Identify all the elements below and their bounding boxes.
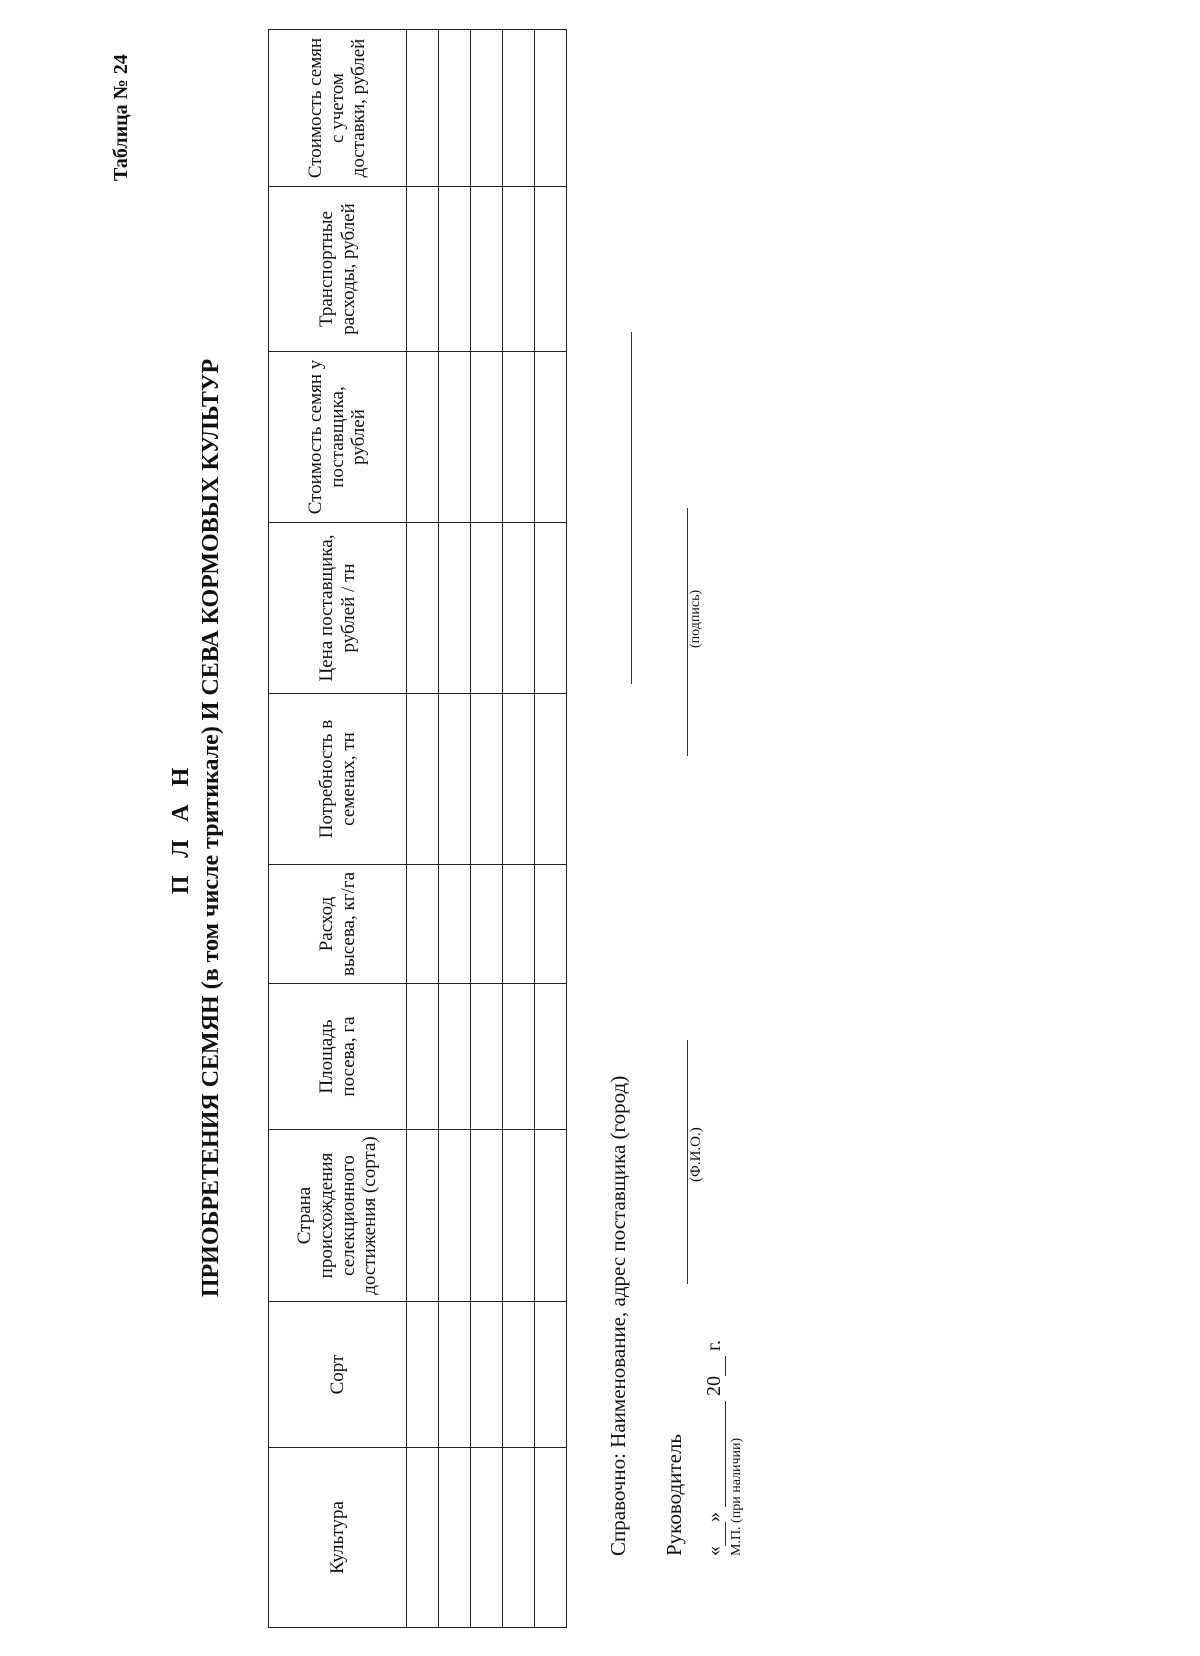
table-body bbox=[407, 30, 567, 1628]
reference-note: Справочно: Наименование, адрес поставщика (город) bbox=[606, 1075, 630, 1556]
table-row bbox=[407, 30, 439, 1628]
month-field[interactable] bbox=[705, 1401, 726, 1507]
table-cell[interactable] bbox=[503, 352, 535, 523]
date-open-quote: « bbox=[703, 1546, 725, 1556]
year-field[interactable] bbox=[705, 1356, 726, 1376]
stamp-label: М.П. (при наличии) bbox=[729, 1437, 744, 1556]
header-country-of-origin: Страна происхождения селекционного достижения (сорта) bbox=[269, 1130, 407, 1302]
manager-label: Руководитель bbox=[662, 1434, 686, 1556]
document-subtitle: ПРИОБРЕТЕНИЯ СЕМЯН (в том числе тритикале) И СЕВА КОРМОВЫХ КУЛЬТУР bbox=[198, 358, 224, 1298]
table-cell[interactable] bbox=[439, 1448, 471, 1628]
signature-caption: (подпись) bbox=[688, 589, 703, 648]
table-row bbox=[535, 30, 567, 1628]
header-sowing-area: Площадь посева, га bbox=[269, 984, 407, 1130]
table-number: Таблица № 24 bbox=[110, 54, 132, 181]
table-cell[interactable] bbox=[439, 30, 471, 187]
table-cell[interactable] bbox=[407, 984, 439, 1130]
table-cell[interactable] bbox=[439, 865, 471, 984]
table-cell[interactable] bbox=[471, 352, 503, 523]
table-row bbox=[503, 30, 535, 1628]
header-seed-requirement: Потребность в семенах, тн bbox=[269, 694, 407, 865]
header-culture: Культура bbox=[269, 1448, 407, 1628]
table-cell[interactable] bbox=[471, 1302, 503, 1448]
table-cell[interactable] bbox=[535, 523, 567, 694]
table-cell[interactable] bbox=[535, 187, 567, 352]
header-supplier-price: Цена поставщика, рублей / тн bbox=[269, 523, 407, 694]
table-cell[interactable] bbox=[503, 865, 535, 984]
table-cell[interactable] bbox=[503, 1130, 535, 1302]
table-cell[interactable] bbox=[471, 694, 503, 865]
header-cost-with-delivery: Стоимость семян с учетом доставки, рублей bbox=[269, 30, 407, 187]
fio-caption: (Ф.И.О.) bbox=[688, 1127, 704, 1182]
document-title: П Л А Н bbox=[168, 761, 194, 895]
plan-table bbox=[268, 29, 567, 1628]
table-cell[interactable] bbox=[439, 523, 471, 694]
table-cell[interactable] bbox=[471, 984, 503, 1130]
header-transport-costs: Транспортные расходы, рублей bbox=[269, 187, 407, 352]
date-century: 20 bbox=[703, 1376, 725, 1396]
header-seeding-rate: Расход высева, кг/га bbox=[269, 865, 407, 984]
table-cell[interactable] bbox=[503, 984, 535, 1130]
table-cell[interactable] bbox=[535, 352, 567, 523]
table-cell[interactable] bbox=[407, 1302, 439, 1448]
table-cell[interactable] bbox=[439, 1302, 471, 1448]
header-row bbox=[269, 30, 407, 1628]
table-cell[interactable] bbox=[407, 865, 439, 984]
table-cell[interactable] bbox=[503, 30, 535, 187]
table-cell[interactable] bbox=[471, 1448, 503, 1628]
table-cell[interactable] bbox=[407, 30, 439, 187]
table-cell[interactable] bbox=[407, 187, 439, 352]
table-cell[interactable] bbox=[407, 694, 439, 865]
table-cell[interactable] bbox=[439, 187, 471, 352]
table-cell[interactable] bbox=[503, 1302, 535, 1448]
table-row bbox=[471, 30, 503, 1628]
table-cell[interactable] bbox=[439, 694, 471, 865]
table-cell[interactable] bbox=[439, 352, 471, 523]
table-cell[interactable] bbox=[535, 1448, 567, 1628]
header-variety: Сорт bbox=[269, 1302, 407, 1448]
table-cell[interactable] bbox=[503, 523, 535, 694]
table-cell[interactable] bbox=[535, 30, 567, 187]
table-cell[interactable] bbox=[535, 1130, 567, 1302]
table-cell[interactable] bbox=[407, 352, 439, 523]
table-cell[interactable] bbox=[471, 1130, 503, 1302]
table-cell[interactable] bbox=[535, 865, 567, 984]
table-cell[interactable] bbox=[503, 1448, 535, 1628]
table-row bbox=[439, 30, 471, 1628]
date-row bbox=[703, 1340, 726, 1556]
table-cell[interactable] bbox=[503, 187, 535, 352]
table-cell[interactable] bbox=[407, 1130, 439, 1302]
date-year-suffix: г. bbox=[703, 1340, 725, 1351]
table-cell[interactable] bbox=[439, 1130, 471, 1302]
header-supplier-cost: Стоимость семян у поставщика, рублей bbox=[269, 352, 407, 523]
table-cell[interactable] bbox=[471, 187, 503, 352]
table-cell[interactable] bbox=[471, 523, 503, 694]
table-cell[interactable] bbox=[471, 30, 503, 187]
table-cell[interactable] bbox=[471, 865, 503, 984]
table-cell[interactable] bbox=[503, 694, 535, 865]
date-close-quote: » bbox=[703, 1512, 725, 1522]
table-cell[interactable] bbox=[535, 984, 567, 1130]
supplier-address-line[interactable] bbox=[631, 332, 632, 684]
table-cell[interactable] bbox=[439, 984, 471, 1130]
table-cell[interactable] bbox=[407, 1448, 439, 1628]
day-field[interactable] bbox=[705, 1522, 726, 1546]
table-cell[interactable] bbox=[535, 694, 567, 865]
table-cell[interactable] bbox=[407, 523, 439, 694]
table-cell[interactable] bbox=[535, 1302, 567, 1448]
